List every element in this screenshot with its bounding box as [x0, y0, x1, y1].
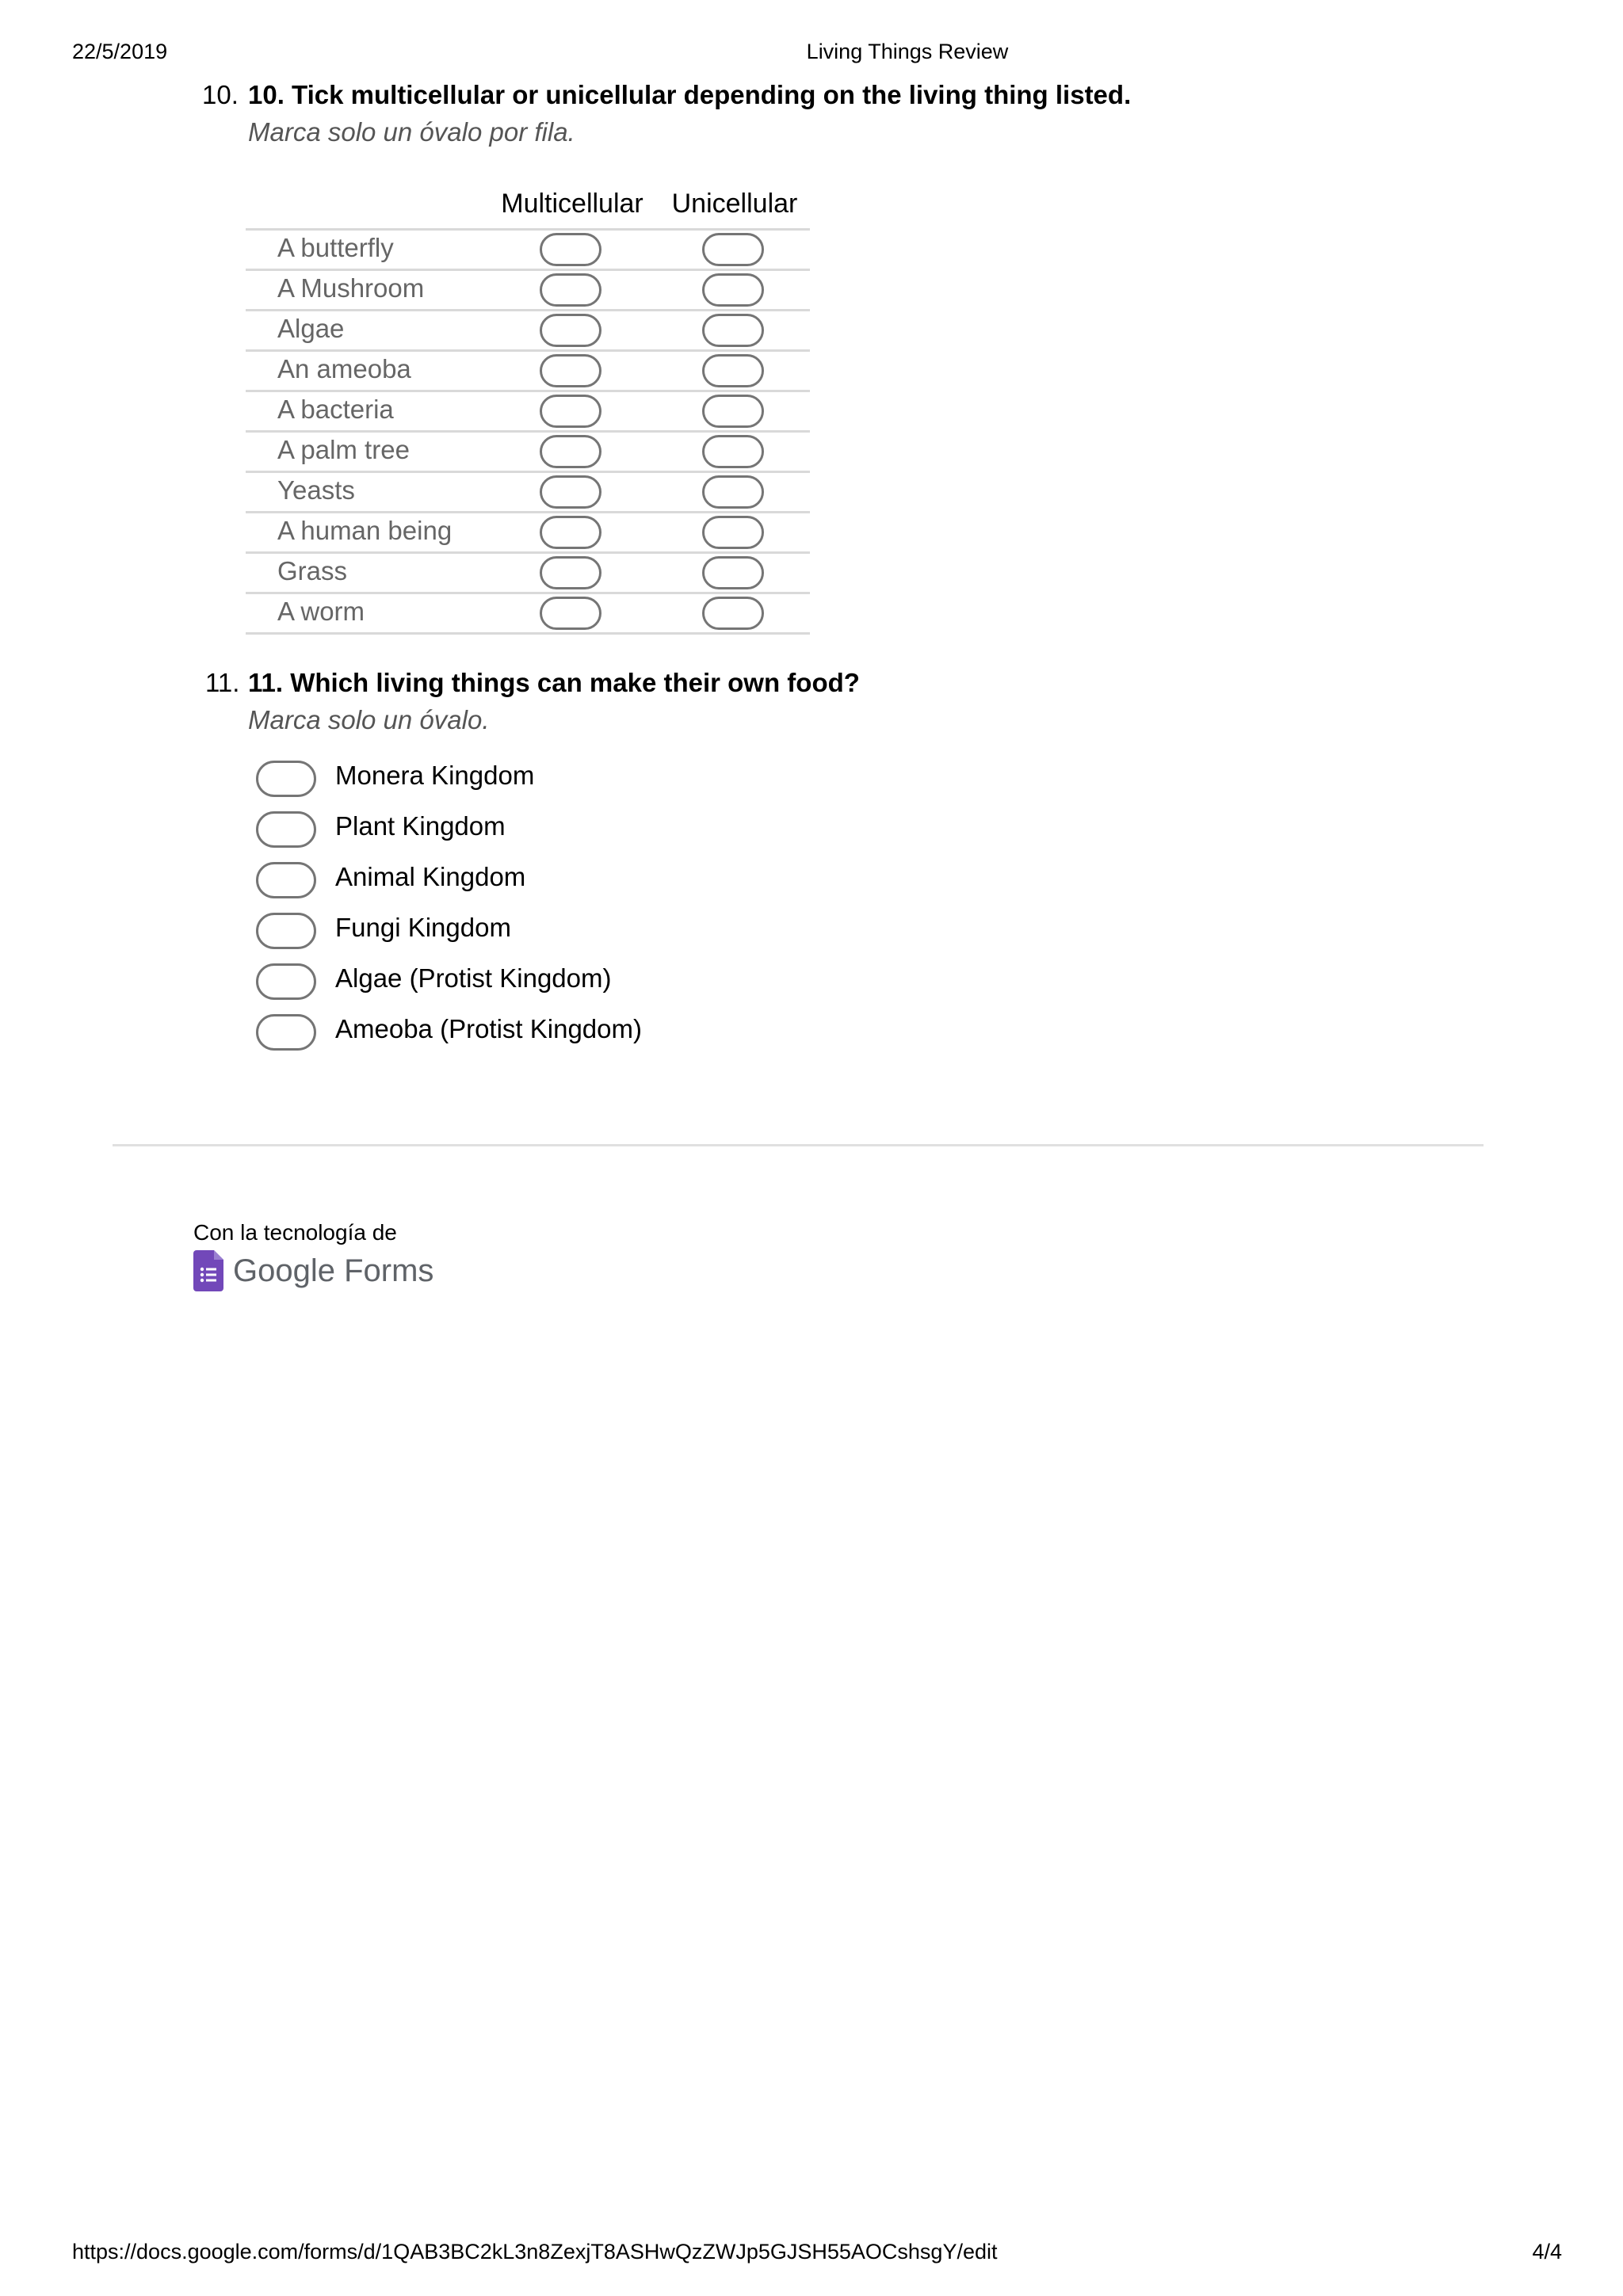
question-11-title: 11. Which living things can make their own food?	[248, 668, 860, 697]
column-label-unicellular: Unicellular	[671, 189, 798, 219]
print-page-title: Living Things Review	[806, 40, 1009, 63]
grid-row	[246, 551, 810, 592]
wordmark-google: Google	[233, 1253, 335, 1288]
grid-row-label: A butterfly	[277, 233, 394, 262]
unicellular-radio[interactable]	[702, 516, 764, 549]
grid-row	[246, 430, 810, 471]
unicellular-radio[interactable]	[702, 273, 764, 307]
unicellular-radio[interactable]	[702, 435, 764, 468]
google-forms-wordmark	[233, 1253, 433, 1289]
print-url: https://docs.google.com/forms/d/1QAB3BC2kL3n8ZexjT8ASHwQzZWJp5GJSH55AOCshsgY/edit	[72, 2240, 998, 2264]
section-divider	[113, 1144, 1484, 1146]
print-date: 22/5/2019	[72, 40, 168, 63]
option-radio[interactable]	[256, 862, 316, 898]
option-radio[interactable]	[256, 913, 316, 949]
grid-row-label: A human being	[277, 516, 453, 545]
question-11-hint: Marca solo un óvalo.	[248, 705, 490, 734]
grid-row-label: An ameoba	[277, 354, 411, 383]
multicellular-grid	[246, 184, 810, 635]
multicellular-radio[interactable]	[540, 395, 601, 428]
option-label: Plant Kingdom	[335, 811, 506, 841]
grid-header	[246, 184, 810, 228]
option-label: Animal Kingdom	[335, 862, 526, 891]
question-10-title: 10. Tick multicellular or unicellular depending on the living thing listed.	[248, 80, 1132, 109]
question-10-number: 10.	[202, 80, 239, 109]
option-label: Fungi Kingdom	[335, 913, 511, 942]
multicellular-radio[interactable]	[540, 516, 601, 549]
option-label: Monera Kingdom	[335, 761, 535, 790]
question-11-number: 11.	[205, 668, 240, 697]
grid-row-label: A Mushroom	[277, 273, 425, 303]
unicellular-radio[interactable]	[702, 314, 764, 347]
grid-row-label: A bacteria	[277, 395, 394, 424]
grid-row	[246, 269, 810, 309]
multicellular-radio[interactable]	[540, 233, 601, 266]
unicellular-radio[interactable]	[702, 233, 764, 266]
grid-row	[246, 309, 810, 349]
multicellular-radio[interactable]	[540, 475, 601, 509]
unicellular-radio[interactable]	[702, 475, 764, 509]
multicellular-radio[interactable]	[540, 556, 601, 589]
option-label: Ameoba (Protist Kingdom)	[335, 1014, 642, 1043]
powered-by-text: Con la tecnología de	[193, 1220, 397, 1245]
unicellular-radio[interactable]	[702, 395, 764, 428]
unicellular-radio[interactable]	[702, 556, 764, 589]
option-radio[interactable]	[256, 963, 316, 1000]
google-forms-icon	[193, 1250, 223, 1291]
option-radio[interactable]	[256, 811, 316, 848]
unicellular-radio[interactable]	[702, 354, 764, 387]
multicellular-radio[interactable]	[540, 273, 601, 307]
unicellular-radio[interactable]	[702, 597, 764, 630]
grid-row-label: Algae	[277, 314, 345, 343]
grid-row	[246, 349, 810, 390]
wordmark-forms: Forms	[344, 1253, 434, 1288]
option-label: Algae (Protist Kingdom)	[335, 963, 612, 993]
grid-row	[246, 592, 810, 635]
option-radio[interactable]	[256, 761, 316, 797]
grid-row-label: Yeasts	[277, 475, 355, 505]
grid-row-label: Grass	[277, 556, 348, 585]
print-page-number: 4/4	[1532, 2240, 1562, 2264]
grid-row	[246, 471, 810, 511]
grid-row	[246, 511, 810, 551]
multicellular-radio[interactable]	[540, 314, 601, 347]
multicellular-radio[interactable]	[540, 354, 601, 387]
question-10-hint: Marca solo un óvalo por fila.	[248, 117, 575, 147]
grid-row-label: A worm	[277, 597, 365, 626]
grid-row	[246, 228, 810, 269]
grid-row	[246, 390, 810, 430]
grid-rows	[246, 228, 810, 635]
multicellular-radio[interactable]	[540, 435, 601, 468]
grid-row-label: A palm tree	[277, 435, 410, 464]
option-radio[interactable]	[256, 1014, 316, 1051]
column-label-multicellular: Multicellular	[501, 189, 643, 219]
multicellular-radio[interactable]	[540, 597, 601, 630]
